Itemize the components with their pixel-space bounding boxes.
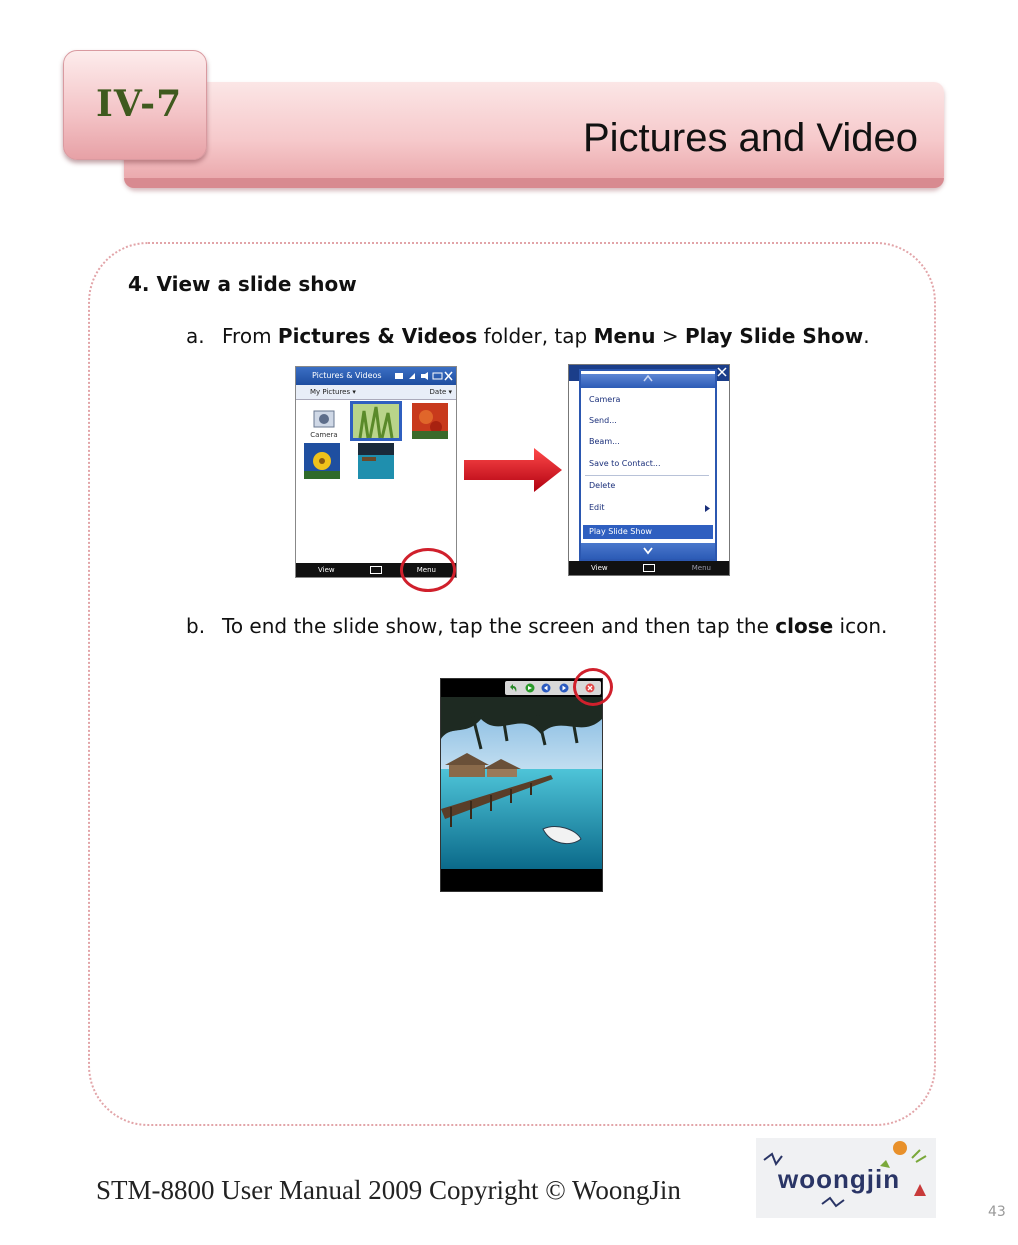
instruction-a-text-4: . xyxy=(863,324,870,348)
s2-softkey-bar xyxy=(569,561,729,575)
keyboard-icon[interactable] xyxy=(370,566,382,574)
s1-folder-bar[interactable] xyxy=(296,385,456,400)
menu-item-beam[interactable]: Beam... xyxy=(589,437,620,446)
instruction-b-label: b. xyxy=(186,614,206,638)
s1-folder[interactable]: My Pictures ▾ xyxy=(310,388,356,396)
instruction-b-bold-1: close xyxy=(775,614,834,638)
chevron-up-icon xyxy=(643,374,653,382)
rotate-icon[interactable] xyxy=(525,683,535,693)
step-title: 4. View a slide show xyxy=(128,272,357,296)
menu-item-camera[interactable]: Camera xyxy=(589,395,621,404)
right-arrow-icon xyxy=(464,448,564,492)
page-number: 43 xyxy=(988,1204,1006,1220)
context-menu xyxy=(579,369,717,561)
beach-photo xyxy=(441,679,602,891)
s1-title-bar xyxy=(296,367,456,385)
instruction-a-text-2: folder, tap xyxy=(477,324,594,348)
back-icon[interactable] xyxy=(508,683,518,693)
s1-sort[interactable]: Date ▾ xyxy=(429,388,452,396)
menu-item-play-slide-show[interactable]: Play Slide Show xyxy=(583,525,713,539)
instruction-a-text-3: > xyxy=(655,324,686,348)
instruction-a-bold-1: Pictures & Videos xyxy=(277,324,478,348)
instruction-a xyxy=(186,324,870,348)
chevron-down-icon xyxy=(643,547,653,555)
menu-scroll-down[interactable] xyxy=(581,543,715,559)
menu-screenshot xyxy=(568,364,730,576)
instruction-a-bold-2: Menu xyxy=(593,324,656,348)
instruction-b-text-1: To end the slide show, tap the screen and then tap the xyxy=(222,614,776,638)
grass-thumbnail[interactable] xyxy=(350,401,402,441)
instruction-a-bold-3: Play Slide Show xyxy=(685,324,864,348)
flower-thumbnail[interactable] xyxy=(412,403,448,439)
close-icon[interactable] xyxy=(717,367,727,377)
pictures-folder-screenshot xyxy=(295,366,457,578)
daisy-thumbnail[interactable] xyxy=(304,443,340,479)
beach-thumbnail[interactable] xyxy=(358,443,394,479)
instruction-b-text-2: icon. xyxy=(833,614,888,638)
menu-scroll-up[interactable] xyxy=(581,374,715,388)
keyboard-icon[interactable] xyxy=(643,564,655,572)
s1-view-softkey[interactable]: View xyxy=(318,566,335,574)
slideshow-screenshot xyxy=(440,678,603,892)
s1-title: Pictures & Videos xyxy=(312,371,382,380)
header-bar xyxy=(124,82,944,188)
menu-item-delete[interactable]: Delete xyxy=(589,481,616,490)
instruction-a-text-1: From xyxy=(222,324,278,348)
next-icon[interactable] xyxy=(559,683,569,693)
section-number: IV-7 xyxy=(96,83,183,125)
menu-item-send[interactable]: Send... xyxy=(589,416,617,425)
s1-menu-softkey[interactable]: Menu xyxy=(416,566,436,574)
camera-label: Camera xyxy=(310,431,338,439)
menu-separator xyxy=(585,475,709,476)
submenu-arrow-icon xyxy=(705,505,710,512)
menu-item-edit[interactable]: Edit xyxy=(589,503,605,512)
instruction-a-label: a. xyxy=(186,324,205,348)
menu-item-save-to-contact[interactable]: Save to Contact... xyxy=(589,459,661,468)
page-title: Pictures and Video xyxy=(582,116,918,160)
section-tab xyxy=(63,50,207,160)
footer-copyright: STM-8800 User Manual 2009 Copyright © WoongJin xyxy=(96,1175,681,1205)
s2-menu-softkey[interactable]: Menu xyxy=(691,564,711,572)
instruction-b xyxy=(186,614,887,638)
menu-highlight-ring xyxy=(400,548,456,592)
logo-text: woongjin xyxy=(778,1164,901,1194)
status-icons xyxy=(393,371,453,381)
s2-view-softkey[interactable]: View xyxy=(591,564,608,572)
close-highlight-ring xyxy=(573,668,613,706)
woongjin-logo xyxy=(756,1138,936,1218)
previous-icon[interactable] xyxy=(541,683,551,693)
